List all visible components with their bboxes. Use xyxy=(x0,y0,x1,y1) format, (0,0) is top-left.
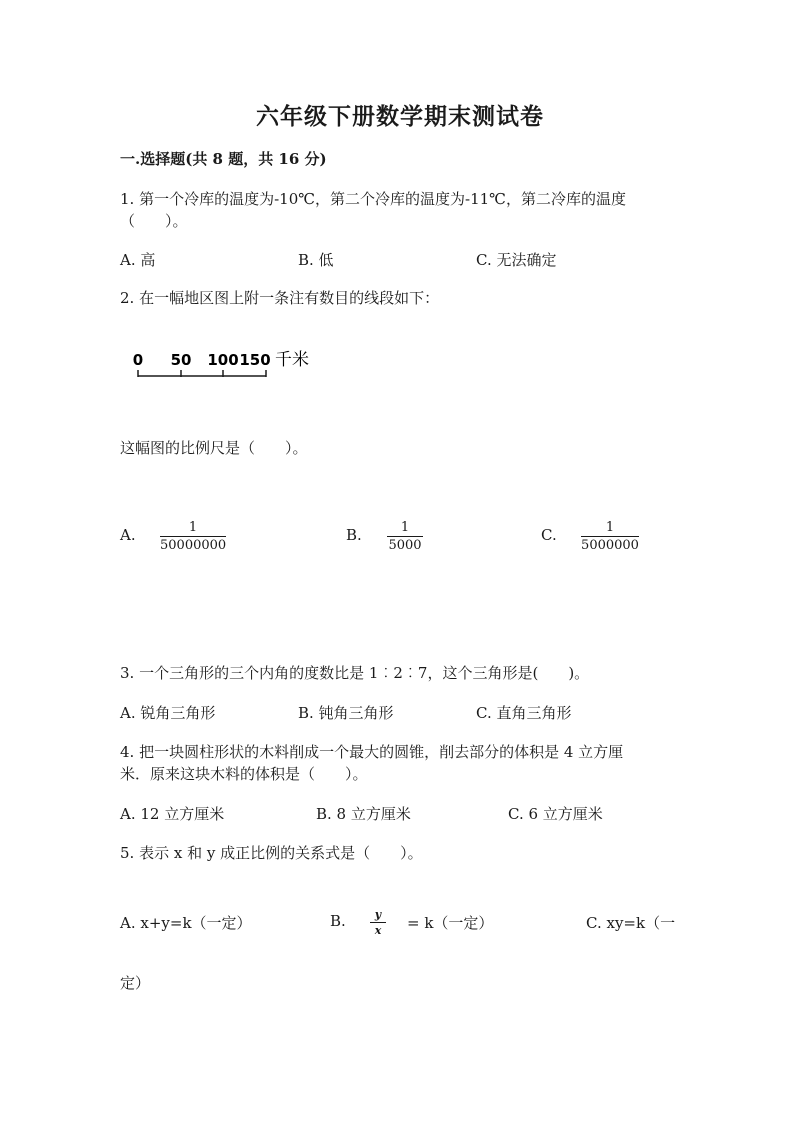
question-2-option-b-label: B. xyxy=(346,526,362,544)
question-5-option-b-fraction xyxy=(370,908,386,937)
fraction-numerator: 1 xyxy=(188,520,198,535)
question-2-option-a-fraction xyxy=(160,520,226,553)
scale-tick-label: 100 xyxy=(207,351,239,369)
question-1-text-cont: （ ）。 xyxy=(120,212,188,230)
fraction-numerator: 1 xyxy=(605,520,615,535)
question-2-text: 2. 在一幅地区图上附一条注有数目的线段如下： xyxy=(120,289,440,307)
question-4-option-a: A. 12 立方厘米 xyxy=(120,805,225,823)
fraction-bar xyxy=(370,922,386,923)
fraction-denominator: 5000 xyxy=(388,538,422,553)
fraction-denominator: 50000000 xyxy=(160,538,227,553)
scale-tick-label: 50 xyxy=(170,351,192,369)
question-3-option-a: A. 锐角三角形 xyxy=(120,704,216,722)
scale-bar-figure xyxy=(125,344,325,384)
question-4-option-c: C. 6 立方厘米 xyxy=(508,805,603,823)
question-2-option-b-fraction xyxy=(387,520,423,553)
question-3-option-b: B. 钝角三角形 xyxy=(298,704,394,722)
question-4-option-b: B. 8 立方厘米 xyxy=(316,805,411,823)
fraction-numerator: 1 xyxy=(400,520,410,535)
question-5-option-c: C. xy=k（一 xyxy=(586,914,676,932)
question-5-option-a: A. x+y=k（一定） xyxy=(120,914,252,932)
question-3-text: 3. 一个三角形的三个内角的度数比是 1︰2︰7，这个三角形是( )。 xyxy=(120,664,590,682)
question-5-text: 5. 表示 x 和 y 成正比例的关系式是（ ）。 xyxy=(120,844,423,862)
fraction-numerator: y xyxy=(374,908,382,921)
section-heading: 一.选择题(共 8 题，共 16 分) xyxy=(120,150,327,168)
scale-tick-label: 0 xyxy=(132,351,144,369)
question-4-text-cont: 米．原来这块木料的体积是（ ）。 xyxy=(120,765,368,783)
question-2-prompt: 这幅图的比例尺是（ ）。 xyxy=(120,439,308,457)
question-5-option-b-rest: = k（一定） xyxy=(407,914,494,932)
fraction-denominator: x xyxy=(374,924,382,937)
question-2-option-c-label: C. xyxy=(541,526,557,544)
page-title: 六年级下册数学期末测试卷 xyxy=(256,103,544,130)
question-2-option-a-label: A. xyxy=(120,526,136,544)
question-5-option-c-cont: 定） xyxy=(120,974,151,992)
question-1-option-c: C. 无法确定 xyxy=(476,251,557,269)
question-1-text: 1. 第一个冷库的温度为-10℃，第二个冷库的温度为-11℃，第二冷库的温度 xyxy=(120,190,626,208)
question-3-option-c: C. 直角三角形 xyxy=(476,704,572,722)
scale-tick-label: 150 xyxy=(239,351,271,369)
question-5-option-b-label: B. xyxy=(330,912,346,930)
question-2-option-c-fraction xyxy=(581,520,639,553)
scale-unit-label: 千米 xyxy=(275,350,309,370)
fraction-denominator: 5000000 xyxy=(581,538,639,553)
question-4-text: 4. 把一块圆柱形状的木料削成一个最大的圆锥，削去部分的体积是 4 立方厘 xyxy=(120,743,624,761)
question-1-option-b: B. 低 xyxy=(298,251,334,269)
question-1-option-a: A. 高 xyxy=(120,251,156,269)
